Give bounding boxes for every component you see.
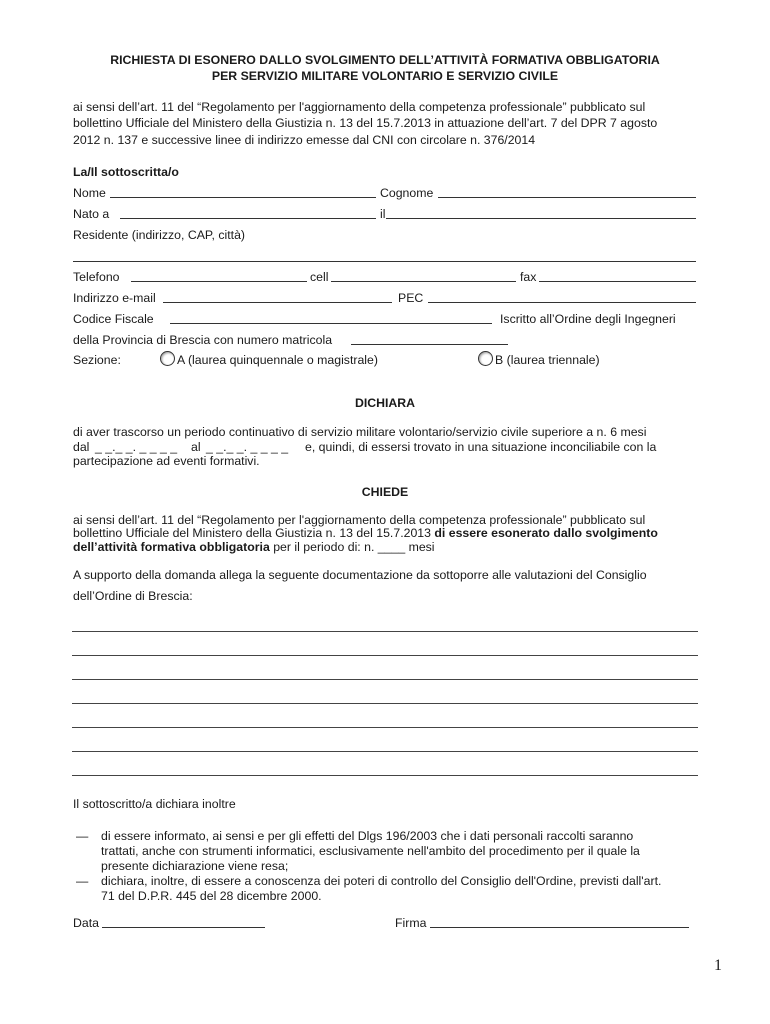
- bullet1-line1: di essere informato, ai sensi e per gli effetti del Dlgs 196/2003 che i dati personali raccolti saranno: [101, 829, 634, 843]
- matricola-field[interactable]: [351, 334, 508, 345]
- sezione-label: Sezione:: [73, 353, 121, 367]
- document-title-line1: RICHIESTA DI ESONERO DALLO SVOLGIMENTO DELL’ATTIVITÀ FORMATIVA OBBLIGATORIA: [110, 53, 660, 67]
- codice-fiscale-field[interactable]: [170, 313, 492, 324]
- date-from-field[interactable]: _ _._ _. _ _ _ _: [95, 440, 178, 454]
- form-heading: La/Il sottoscritta/o: [73, 165, 179, 179]
- telefono-label: Telefono: [73, 270, 120, 284]
- sezione-option-b[interactable]: [478, 351, 600, 367]
- dichiara-line3: partecipazione ad eventi formativi.: [73, 454, 260, 468]
- intro-line2: bollettino Ufficiale del Ministero della Giustizia n. 13 del 15.7.2013 in attuazione dell’art. 7 del DPR 7 agosto: [73, 116, 658, 130]
- fax-label: fax: [520, 270, 537, 284]
- bullet1-line3: presente dichiarazione viene resa;: [101, 859, 289, 873]
- intro-line3: 2012 n. 137 e successive linee di indirizzo emesse dal CNI con circolare n. 376/2014: [73, 133, 536, 147]
- data-nascita-field[interactable]: [386, 208, 696, 219]
- documentation-line[interactable]: [72, 679, 698, 680]
- document-title-line2: PER SERVIZIO MILITARE VOLONTARIO E SERVIZIO CIVILE: [211, 69, 559, 83]
- documentation-line[interactable]: [72, 631, 698, 632]
- dichiara-line2-rest: e, quindi, di essersi trovato in una situazione inconciliabile con la: [305, 440, 657, 454]
- il-label: il: [380, 207, 386, 221]
- bullet2-line2: 71 del D.P.R. 445 del 28 dicembre 2000.: [101, 889, 322, 903]
- pec-field[interactable]: [428, 292, 696, 303]
- data-label: Data: [73, 916, 99, 930]
- nome-label: Nome: [73, 186, 106, 200]
- radio-b-icon[interactable]: [478, 351, 493, 366]
- nome-field[interactable]: [110, 187, 376, 198]
- dichiara-heading: DICHIARA: [354, 396, 416, 410]
- pec-label: PEC: [398, 291, 424, 305]
- documentation-line[interactable]: [72, 727, 698, 728]
- cell-label: cell: [310, 270, 329, 284]
- data-field[interactable]: [102, 917, 265, 928]
- nato-a-label: Nato a: [73, 207, 110, 221]
- chiede-line3-bold: dell’attività formativa obbligatoria: [73, 540, 270, 554]
- page-number: 1: [714, 957, 722, 974]
- telefono-field[interactable]: [131, 271, 307, 282]
- fax-field[interactable]: [539, 271, 696, 282]
- email-label: Indirizzo e-mail: [73, 291, 156, 305]
- chiede-line2-bold: di essere esonerato dallo svolgimento: [434, 526, 658, 540]
- firma-label: Firma: [395, 916, 427, 930]
- chiede-line1: ai sensi dell’art. 11 del “Regolamento per l'aggiornamento della competenza professionale” pubblicato sul: [73, 513, 646, 527]
- cell-field[interactable]: [331, 271, 516, 282]
- chiede-heading: CHIEDE: [361, 485, 409, 499]
- al-label: al: [191, 440, 201, 454]
- bullet-dash-2: —: [76, 874, 89, 888]
- residente-label: Residente (indirizzo, CAP, città): [73, 228, 245, 242]
- cognome-label: Cognome: [380, 186, 434, 200]
- documentation-line[interactable]: [72, 655, 698, 656]
- iscritto-label: Iscritto all’Ordine degli Ingegneri: [500, 312, 676, 326]
- chiede-line3-rest: per il periodo di: n. ____ mesi: [273, 540, 435, 554]
- nato-a-field[interactable]: [120, 208, 376, 219]
- provincia-label: della Provincia di Brescia con numero matricola: [73, 333, 333, 347]
- dal-label: dal: [73, 440, 90, 454]
- cognome-field[interactable]: [438, 187, 696, 198]
- chiede-line2: [73, 526, 658, 540]
- documentation-line[interactable]: [72, 751, 698, 752]
- firma-field[interactable]: [430, 917, 689, 928]
- supporto-line2: dell’Ordine di Brescia:: [73, 589, 193, 603]
- date-to-field[interactable]: _ _._ _. _ _ _ _: [206, 440, 289, 454]
- chiede-line2-pre: bollettino Ufficiale del Ministero della Giustizia n. 13 del 15.7.2013: [73, 526, 431, 540]
- intro-line1: ai sensi dell’art. 11 del “Regolamento per l'aggiornamento della competenza professionale” pubblicato sul: [73, 100, 646, 114]
- bullet1-line2: trattati, anche con strumenti informatici, esclusivamente nell'ambito del procedimento per il quale la: [101, 844, 640, 858]
- inoltre-heading: Il sottoscritto/a dichiara inoltre: [73, 797, 236, 811]
- option-a-label: A (laurea quinquennale o magistrale): [177, 353, 378, 367]
- chiede-line3: [73, 540, 435, 554]
- dichiara-line1: di aver trascorso un periodo continuativo di servizio militare volontario/servizio civile superiore a n. 6 mesi: [73, 425, 647, 439]
- sezione-option-a[interactable]: [160, 351, 378, 367]
- bullet-dash-1: —: [76, 829, 89, 843]
- residente-field[interactable]: [73, 251, 696, 262]
- supporto-line1: A supporto della domanda allega la seguente documentazione da sottoporre alle valutazioni del Consiglio: [73, 568, 647, 582]
- codice-fiscale-label: Codice Fiscale: [73, 312, 154, 326]
- email-field[interactable]: [163, 292, 392, 303]
- option-b-label: B (laurea triennale): [495, 353, 600, 367]
- radio-a-icon[interactable]: [160, 351, 175, 366]
- bullet2-line1: dichiara, inoltre, di essere a conoscenza dei poteri di controllo del Consiglio dell'Ordine, previsti dall'art.: [101, 874, 662, 888]
- documentation-line[interactable]: [72, 703, 698, 704]
- documentation-line[interactable]: [72, 775, 698, 776]
